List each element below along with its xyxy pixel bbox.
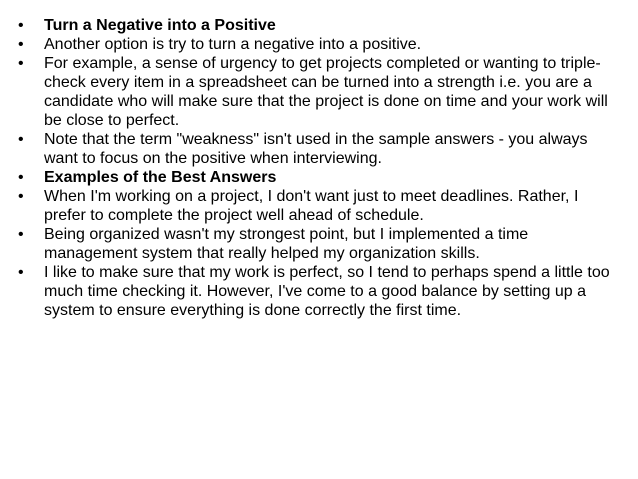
bullet-dot: •: [18, 226, 24, 243]
bullet-answer-deadlines: [18, 187, 624, 225]
bullet-dot: •: [18, 188, 24, 205]
bullet-for-example: [18, 54, 624, 130]
bullet-list: [18, 16, 624, 320]
bullet-heading-examples: [18, 168, 624, 187]
bullet-answer-organized: [18, 225, 624, 263]
bullet-text: Turn a Negative into a Positive: [44, 17, 276, 34]
bullet-text: Being organized wasn't my strongest point, but I implemented a time management system that really helped my organization skills.: [44, 226, 529, 262]
bullet-dot: •: [18, 264, 24, 281]
bullet-dot: •: [18, 131, 24, 148]
bullet-text: Another option is try to turn a negative into a positive.: [44, 36, 422, 53]
bullet-another-option: [18, 35, 624, 54]
bullet-dot: •: [18, 17, 24, 34]
bullet-heading-turn-negative: [18, 16, 624, 35]
bullet-dot: •: [18, 169, 24, 186]
bullet-answer-perfect: [18, 263, 624, 320]
bullet-text: For example, a sense of urgency to get projects completed or wanting to triple-check every item in a spreadsheet can be turned into a strength i.e. you are a candidate who will make sure that the project is done on time and your work will be close to perfect.: [44, 55, 608, 129]
bullet-text: Examples of the Best Answers: [44, 169, 277, 186]
bullet-text: Note that the term "weakness" isn't used in the sample answers - you always want to focus on the positive when interviewing.: [44, 131, 588, 167]
bullet-dot: •: [18, 36, 24, 53]
bullet-text: When I'm working on a project, I don't want just to meet deadlines. Rather, I prefer to complete the project well ahead of schedule.: [44, 188, 579, 224]
bullet-note-weakness: [18, 130, 624, 168]
bullet-text: I like to make sure that my work is perfect, so I tend to perhaps spend a little too much time checking it. However, I've come to a good balance by setting up a system to ensure everything is done correctly the first time.: [44, 264, 610, 319]
bullet-dot: •: [18, 55, 24, 72]
